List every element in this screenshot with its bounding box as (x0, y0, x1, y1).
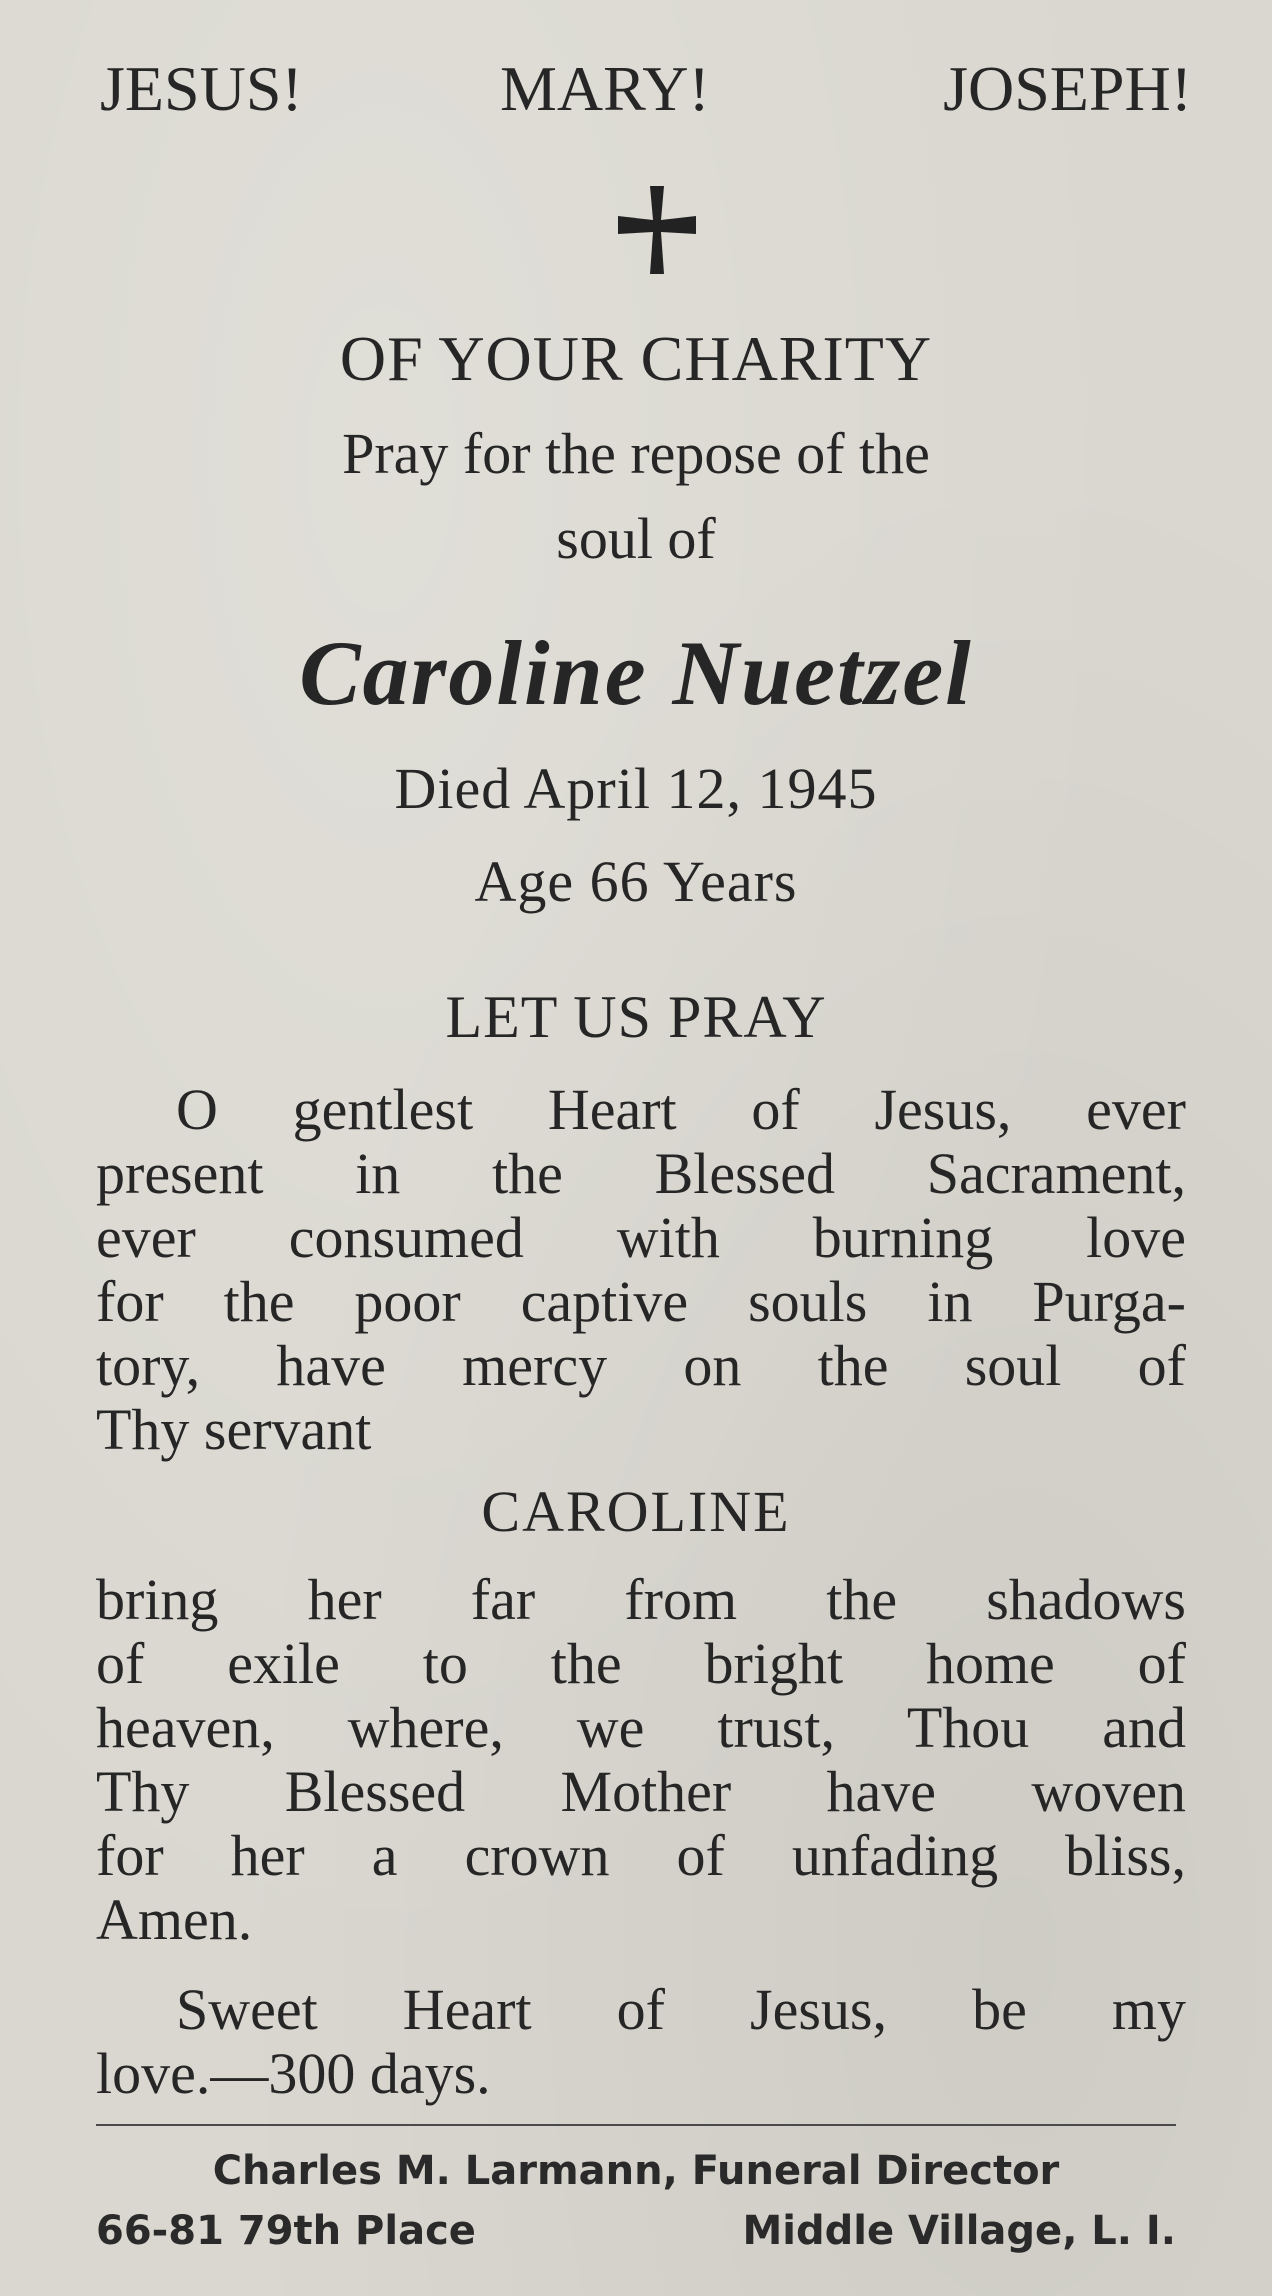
prayer-line: love.—300 days. (96, 2041, 491, 2106)
prayer-line: heaven, where, we trust, Thou and (96, 1695, 1186, 1760)
prayer-line: for her a crown of unfading bliss, (96, 1823, 1186, 1888)
divider (96, 2124, 1176, 2126)
prayer-line: Sweet Heart of Jesus, be my (176, 1977, 1186, 2042)
cross-pattee-icon (612, 182, 702, 278)
deceased-name: Caroline Nuetzel (299, 622, 973, 724)
pray-line-2: soul of (556, 506, 716, 571)
address-street: 66-81 79th Place (96, 2208, 476, 2254)
prayer-line: Amen. (96, 1887, 253, 1952)
prayer-name-caps: CAROLINE (481, 1479, 791, 1544)
prayer-line: Thy servant (96, 1397, 372, 1462)
funeral-address (96, 2208, 1176, 2258)
indulgence-paragraph (96, 1978, 1186, 2106)
age-line: Age 66 Years (474, 849, 798, 914)
prayer-line: bring her far from the shadows (96, 1567, 1186, 1632)
invocation-joseph: JOSEPH! (943, 53, 1192, 124)
prayer-line: present in the Blessed Sacrament, (96, 1141, 1186, 1206)
address-town: Middle Village, L. I. (742, 2208, 1176, 2254)
prayer-line: O gentlest Heart of Jesus, ever (176, 1077, 1186, 1142)
invocations-row (100, 52, 1192, 142)
prayer-line: ever consumed with burning love (96, 1205, 1186, 1270)
pray-line-1: Pray for the repose of the (342, 421, 930, 486)
prayer-line: of exile to the bright home of (96, 1631, 1186, 1696)
prayer-paragraph-2 (96, 1568, 1186, 1952)
prayer-line: for the poor captive souls in Purga- (96, 1269, 1186, 1334)
charity-heading: OF YOUR CHARITY (339, 323, 933, 394)
death-date: Died April 12, 1945 (394, 756, 878, 821)
prayer-line: Thy Blessed Mother have woven (96, 1759, 1186, 1824)
funeral-director: Charles M. Larmann, Funeral Director (212, 2148, 1060, 2194)
invocation-jesus: JESUS! (100, 53, 303, 124)
prayer-line: tory, have mercy on the soul of (96, 1333, 1186, 1398)
prayer-paragraph-1 (96, 1078, 1186, 1462)
invocation-mary: MARY! (500, 53, 710, 124)
prayer-title: LET US PRAY (445, 984, 827, 1050)
